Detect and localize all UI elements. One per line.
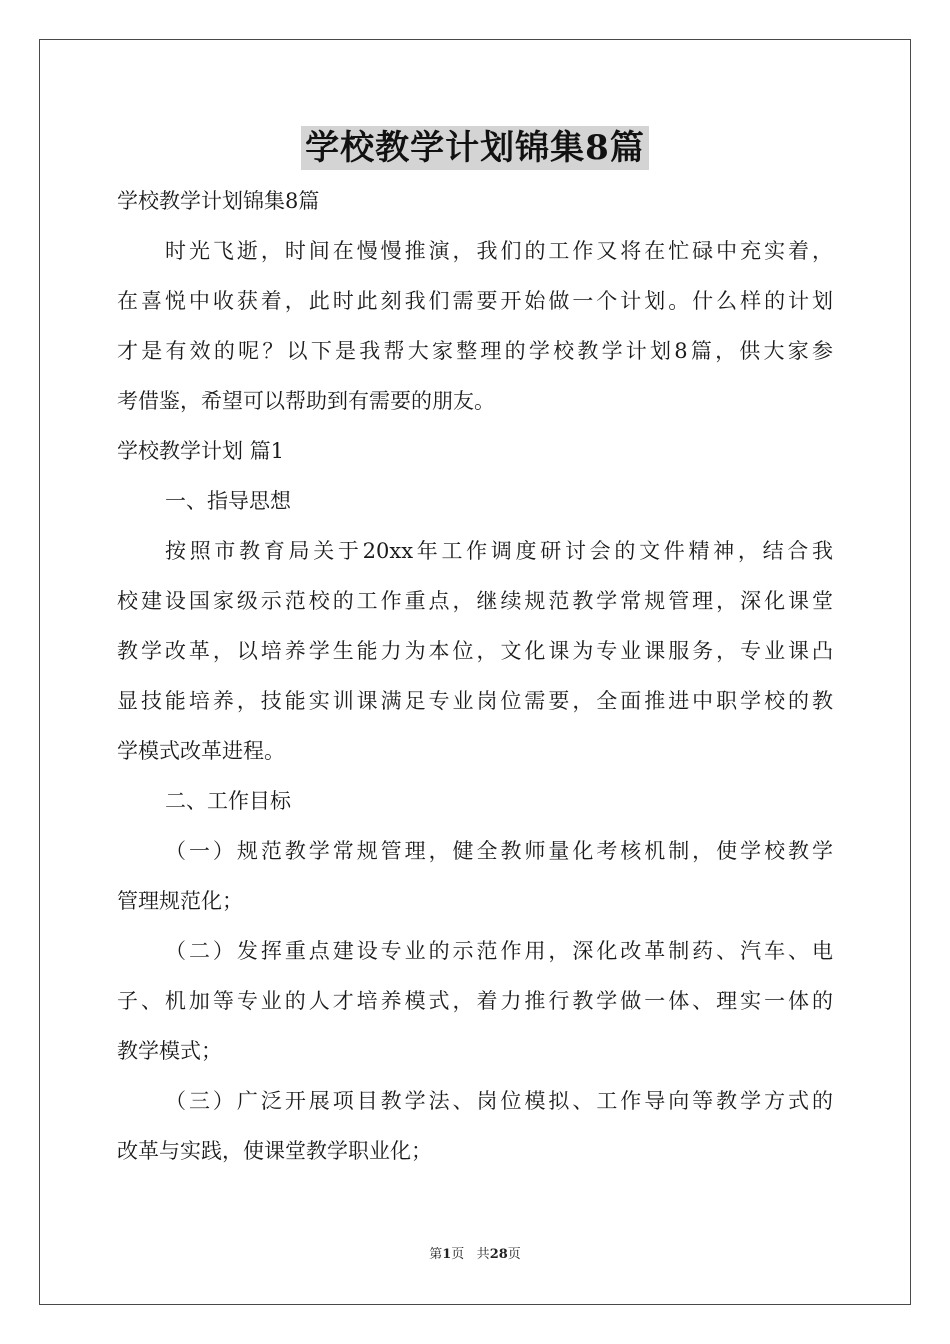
paragraph-line: 教学改革，以培养学生能力为本位，文化课为专业课服务，专业课凸 <box>117 639 833 663</box>
footer-total-suffix: 页 <box>507 1247 521 1262</box>
footer-total-prefix: 共 <box>476 1247 490 1262</box>
footer-total-pages: 28 <box>489 1247 508 1262</box>
goal-2-line-1: （二）发挥重点建设专业的示范作用，深化改革制药、汽车、电 <box>165 939 833 963</box>
heading-work-goals: 二、工作目标 <box>165 789 291 813</box>
section-heading-1: 学校教学计划 篇1 <box>117 439 285 463</box>
footer-page-number: 1 <box>442 1247 452 1262</box>
paragraph-line: 按照市教育局关于20xx年工作调度研讨会的文件精神，结合我 <box>165 539 833 563</box>
goal-1-line-1: （一）规范教学常规管理，健全教师量化考核机制，使学校教学 <box>165 839 833 863</box>
footer-prefix: 第 <box>429 1247 443 1262</box>
intro-line-3: 才是有效的呢？以下是我帮大家整理的学校教学计划8篇，供大家参 <box>117 339 833 363</box>
paragraph-line: 校建设国家级示范校的工作重点，继续规范教学常规管理，深化课堂 <box>117 589 833 613</box>
paragraph-line: 显技能培养，技能实训课满足专业岗位需要，全面推进中职学校的教 <box>117 689 833 713</box>
goal-2-line-2: 子、机加等专业的人才培养模式，着力推行教学做一体、理实一体的 <box>117 989 833 1013</box>
goal-1-line-2: 管理规范化； <box>117 889 243 913</box>
footer-page-suffix: 页 <box>451 1247 465 1262</box>
goal-3-line-1: （三）广泛开展项目教学法、岗位模拟、工作导向等教学方式的 <box>165 1089 833 1113</box>
intro-line-2: 在喜悦中收获着，此时此刻我们需要开始做一个计划。什么样的计划 <box>117 289 833 313</box>
intro-line-1: 时光飞逝，时间在慢慢推演，我们的工作又将在忙碌中充实着， <box>165 239 833 263</box>
heading-guiding-ideology: 一、指导思想 <box>165 489 291 513</box>
intro-line-4: 考借鉴，希望可以帮助到有需要的朋友。 <box>117 389 495 413</box>
title-container <box>0 126 950 170</box>
subtitle-line: 学校教学计划锦集8篇 <box>117 189 320 213</box>
page-footer <box>0 1246 950 1264</box>
document-title: 学校教学计划锦集8篇 <box>301 126 649 170</box>
goal-2-line-3: 教学模式； <box>117 1039 222 1063</box>
paragraph-line: 学模式改革进程。 <box>117 739 285 763</box>
goal-3-line-2: 改革与实践，使课堂教学职业化； <box>117 1139 432 1163</box>
